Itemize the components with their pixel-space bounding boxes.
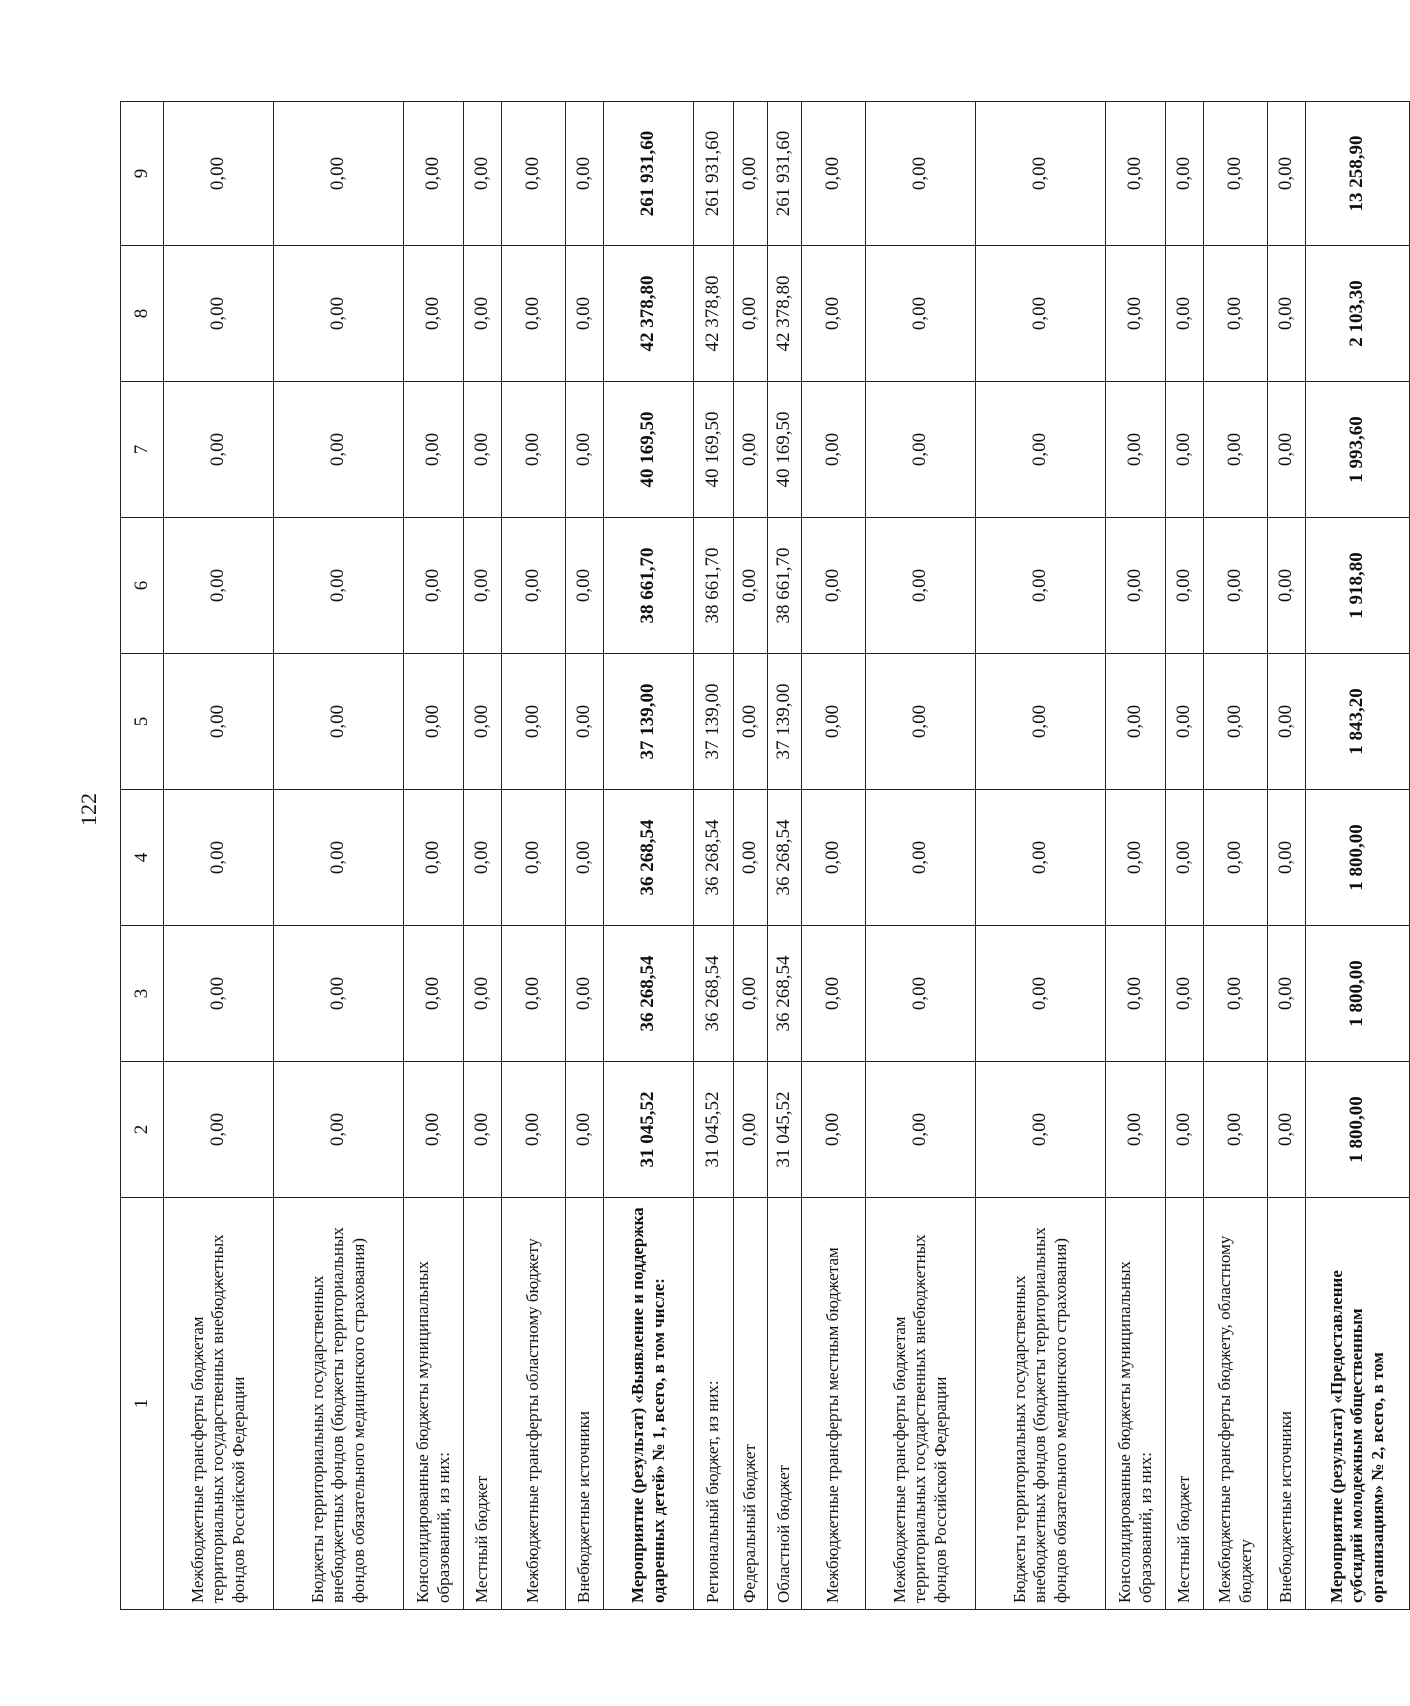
value-cell: 36 268,54 xyxy=(694,790,734,926)
value-cell: 0,00 xyxy=(404,518,464,654)
value-cell: 0,00 xyxy=(1268,654,1306,790)
row-label: Региональный бюджет, из них: xyxy=(694,1198,734,1610)
value-cell: 0,00 xyxy=(1268,246,1306,382)
value-cell: 0,00 xyxy=(566,102,604,246)
value-cell: 0,00 xyxy=(1106,382,1166,518)
row-label: Межбюджетные трансферты местным бюджетам xyxy=(802,1198,866,1610)
value-cell: 0,00 xyxy=(1204,654,1268,790)
value-cell: 0,00 xyxy=(976,1062,1106,1198)
value-cell: 0,00 xyxy=(1106,102,1166,246)
value-cell: 0,00 xyxy=(734,790,768,926)
value-cell: 0,00 xyxy=(464,382,502,518)
value-cell: 37 139,00 xyxy=(768,654,802,790)
value-cell: 0,00 xyxy=(734,102,768,246)
value-cell: 0,00 xyxy=(734,926,768,1062)
table-row xyxy=(566,102,604,1610)
row-label: Бюджеты территориальных государственных внебюджетных фондов (бюджеты территориальных фондов обязательного медицинского страхования) xyxy=(274,1198,404,1610)
table-row xyxy=(1204,102,1268,1610)
value-cell: 0,00 xyxy=(274,246,404,382)
value-cell: 0,00 xyxy=(274,102,404,246)
value-cell: 0,00 xyxy=(1106,518,1166,654)
value-cell: 0,00 xyxy=(566,1062,604,1198)
column-header-6: 6 xyxy=(121,518,164,654)
table-row xyxy=(866,102,976,1610)
value-cell: 36 268,54 xyxy=(768,926,802,1062)
value-cell: 31 045,52 xyxy=(694,1062,734,1198)
value-cell: 0,00 xyxy=(274,382,404,518)
value-cell: 0,00 xyxy=(502,102,566,246)
value-cell: 42 378,80 xyxy=(768,246,802,382)
column-header-4: 4 xyxy=(121,790,164,926)
header-row xyxy=(121,102,164,1610)
value-cell: 36 268,54 xyxy=(694,926,734,1062)
row-label: Межбюджетные трансферты бюджету, областному бюджету xyxy=(1204,1198,1268,1610)
value-cell: 0,00 xyxy=(802,518,866,654)
value-cell: 2 103,30 xyxy=(1306,246,1410,382)
value-cell: 0,00 xyxy=(1166,926,1204,1062)
row-label: Межбюджетные трансферты бюджетам территориальных государственных внебюджетных фондов Российской Федерации xyxy=(164,1198,274,1610)
value-cell: 0,00 xyxy=(734,518,768,654)
row-label: Внебюджетные источники xyxy=(1268,1198,1306,1610)
value-cell: 0,00 xyxy=(274,518,404,654)
table-row xyxy=(502,102,566,1610)
value-cell: 0,00 xyxy=(976,246,1106,382)
column-header-1: 1 xyxy=(121,1198,164,1610)
table-row xyxy=(1166,102,1204,1610)
value-cell: 0,00 xyxy=(1268,102,1306,246)
value-cell: 0,00 xyxy=(802,382,866,518)
value-cell: 40 169,50 xyxy=(694,382,734,518)
value-cell: 0,00 xyxy=(274,1062,404,1198)
value-cell: 0,00 xyxy=(866,654,976,790)
value-cell: 42 378,80 xyxy=(694,246,734,382)
value-cell: 0,00 xyxy=(1268,1062,1306,1198)
page-number: 122 xyxy=(76,793,101,826)
row-label: Межбюджетные трансферты областному бюджету xyxy=(502,1198,566,1610)
value-cell: 0,00 xyxy=(866,102,976,246)
value-cell: 0,00 xyxy=(866,382,976,518)
value-cell: 0,00 xyxy=(976,654,1106,790)
value-cell: 0,00 xyxy=(866,246,976,382)
value-cell: 0,00 xyxy=(464,790,502,926)
value-cell: 1 800,00 xyxy=(1306,790,1410,926)
value-cell: 0,00 xyxy=(464,518,502,654)
value-cell: 0,00 xyxy=(1166,102,1204,246)
column-header-5: 5 xyxy=(121,654,164,790)
row-label: Федеральный бюджет xyxy=(734,1198,768,1610)
table-row xyxy=(1306,102,1410,1610)
value-cell: 0,00 xyxy=(404,1062,464,1198)
value-cell: 0,00 xyxy=(566,246,604,382)
value-cell: 40 169,50 xyxy=(604,382,694,518)
value-cell: 40 169,50 xyxy=(768,382,802,518)
table-row xyxy=(976,102,1106,1610)
value-cell: 0,00 xyxy=(502,790,566,926)
row-label: Бюджеты территориальных государственных внебюджетных фондов (бюджеты территориальных фондов обязательного медицинского страхования) xyxy=(976,1198,1106,1610)
value-cell: 0,00 xyxy=(502,382,566,518)
row-label: Мероприятие (результат) «Предоставление субсидий молодежным общественным организациям» № 2, всего, в том xyxy=(1306,1198,1410,1610)
column-header-8: 8 xyxy=(121,246,164,382)
value-cell: 0,00 xyxy=(404,790,464,926)
value-cell: 1 800,00 xyxy=(1306,926,1410,1062)
value-cell: 0,00 xyxy=(802,102,866,246)
value-cell: 0,00 xyxy=(404,654,464,790)
value-cell: 0,00 xyxy=(464,654,502,790)
value-cell: 36 268,54 xyxy=(768,790,802,926)
value-cell: 36 268,54 xyxy=(604,790,694,926)
table-row xyxy=(802,102,866,1610)
value-cell: 0,00 xyxy=(1166,382,1204,518)
table-row xyxy=(768,102,802,1610)
column-header-9: 9 xyxy=(121,102,164,246)
value-cell: 0,00 xyxy=(866,926,976,1062)
value-cell: 0,00 xyxy=(566,790,604,926)
value-cell: 0,00 xyxy=(976,790,1106,926)
value-cell: 0,00 xyxy=(164,1062,274,1198)
value-cell: 0,00 xyxy=(404,246,464,382)
value-cell: 0,00 xyxy=(464,926,502,1062)
row-label: Внебюджетные источники xyxy=(566,1198,604,1610)
value-cell: 0,00 xyxy=(866,790,976,926)
value-cell: 0,00 xyxy=(1204,102,1268,246)
row-label: Областной бюджет xyxy=(768,1198,802,1610)
value-cell: 0,00 xyxy=(566,518,604,654)
value-cell: 261 931,60 xyxy=(768,102,802,246)
table-row xyxy=(464,102,502,1610)
value-cell: 0,00 xyxy=(1268,790,1306,926)
value-cell: 36 268,54 xyxy=(604,926,694,1062)
value-cell: 0,00 xyxy=(164,246,274,382)
value-cell: 0,00 xyxy=(404,102,464,246)
value-cell: 38 661,70 xyxy=(604,518,694,654)
value-cell: 261 931,60 xyxy=(604,102,694,246)
value-cell: 0,00 xyxy=(274,926,404,1062)
table-row xyxy=(274,102,404,1610)
value-cell: 0,00 xyxy=(734,654,768,790)
value-cell: 0,00 xyxy=(502,654,566,790)
value-cell: 31 045,52 xyxy=(604,1062,694,1198)
value-cell: 0,00 xyxy=(734,246,768,382)
value-cell: 0,00 xyxy=(866,1062,976,1198)
value-cell: 38 661,70 xyxy=(694,518,734,654)
value-cell: 0,00 xyxy=(464,246,502,382)
value-cell: 0,00 xyxy=(976,382,1106,518)
column-header-3: 3 xyxy=(121,926,164,1062)
value-cell: 0,00 xyxy=(464,1062,502,1198)
table-row xyxy=(1106,102,1166,1610)
value-cell: 0,00 xyxy=(1106,790,1166,926)
value-cell: 0,00 xyxy=(866,518,976,654)
value-cell: 0,00 xyxy=(734,382,768,518)
value-cell: 0,00 xyxy=(1204,1062,1268,1198)
value-cell: 0,00 xyxy=(1204,790,1268,926)
value-cell: 0,00 xyxy=(1268,518,1306,654)
value-cell: 0,00 xyxy=(164,926,274,1062)
value-cell: 31 045,52 xyxy=(768,1062,802,1198)
table-row xyxy=(734,102,768,1610)
value-cell: 0,00 xyxy=(734,1062,768,1198)
value-cell: 1 993,60 xyxy=(1306,382,1410,518)
value-cell: 0,00 xyxy=(1166,790,1204,926)
value-cell: 0,00 xyxy=(976,102,1106,246)
value-cell: 37 139,00 xyxy=(604,654,694,790)
value-cell: 0,00 xyxy=(1268,926,1306,1062)
value-cell: 0,00 xyxy=(502,1062,566,1198)
value-cell: 0,00 xyxy=(1204,246,1268,382)
row-label: Мероприятие (результат) «Выявление и поддержка одаренных детей» № 1, всего, в том числе: xyxy=(604,1198,694,1610)
table-row xyxy=(604,102,694,1610)
value-cell: 0,00 xyxy=(1106,1062,1166,1198)
value-cell: 0,00 xyxy=(1166,246,1204,382)
value-cell: 0,00 xyxy=(164,518,274,654)
row-label: Межбюджетные трансферты бюджетам территориальных государственных внебюджетных фондов Российской Федерации xyxy=(866,1198,976,1610)
value-cell: 0,00 xyxy=(566,926,604,1062)
row-label: Консолидированные бюджеты муниципальных образований, из них: xyxy=(1106,1198,1166,1610)
value-cell: 0,00 xyxy=(274,654,404,790)
value-cell: 0,00 xyxy=(164,654,274,790)
value-cell: 0,00 xyxy=(1166,654,1204,790)
value-cell: 0,00 xyxy=(802,654,866,790)
value-cell: 38 661,70 xyxy=(768,518,802,654)
value-cell: 0,00 xyxy=(802,1062,866,1198)
value-cell: 0,00 xyxy=(976,518,1106,654)
value-cell: 0,00 xyxy=(1106,926,1166,1062)
value-cell: 1 918,80 xyxy=(1306,518,1410,654)
value-cell: 0,00 xyxy=(1166,518,1204,654)
row-label: Местный бюджет xyxy=(464,1198,502,1610)
value-cell: 0,00 xyxy=(404,382,464,518)
value-cell: 0,00 xyxy=(802,246,866,382)
value-cell: 0,00 xyxy=(566,654,604,790)
value-cell: 261 931,60 xyxy=(694,102,734,246)
value-cell: 0,00 xyxy=(164,102,274,246)
rotated-table-container xyxy=(120,102,1387,1610)
value-cell: 0,00 xyxy=(802,926,866,1062)
row-label: Местный бюджет xyxy=(1166,1198,1204,1610)
value-cell: 0,00 xyxy=(464,102,502,246)
value-cell: 0,00 xyxy=(1204,926,1268,1062)
value-cell: 0,00 xyxy=(1106,246,1166,382)
column-header-7: 7 xyxy=(121,382,164,518)
value-cell: 1 800,00 xyxy=(1306,1062,1410,1198)
value-cell: 0,00 xyxy=(802,790,866,926)
value-cell: 0,00 xyxy=(566,382,604,518)
value-cell: 0,00 xyxy=(164,790,274,926)
table-row xyxy=(694,102,734,1610)
value-cell: 0,00 xyxy=(976,926,1106,1062)
budget-table xyxy=(120,101,1410,1610)
value-cell: 0,00 xyxy=(1204,382,1268,518)
column-header-2: 2 xyxy=(121,1062,164,1198)
value-cell: 0,00 xyxy=(274,790,404,926)
table-row xyxy=(1268,102,1306,1610)
value-cell: 0,00 xyxy=(164,382,274,518)
value-cell: 1 843,20 xyxy=(1306,654,1410,790)
value-cell: 0,00 xyxy=(502,518,566,654)
value-cell: 0,00 xyxy=(1166,1062,1204,1198)
row-label: Консолидированные бюджеты муниципальных образований, из них: xyxy=(404,1198,464,1610)
value-cell: 37 139,00 xyxy=(694,654,734,790)
value-cell: 0,00 xyxy=(1268,382,1306,518)
table-row xyxy=(164,102,274,1610)
value-cell: 42 378,80 xyxy=(604,246,694,382)
value-cell: 0,00 xyxy=(502,246,566,382)
table-row xyxy=(404,102,464,1610)
table-body xyxy=(164,102,1410,1610)
value-cell: 0,00 xyxy=(502,926,566,1062)
value-cell: 13 258,90 xyxy=(1306,102,1410,246)
value-cell: 0,00 xyxy=(404,926,464,1062)
value-cell: 0,00 xyxy=(1204,518,1268,654)
value-cell: 0,00 xyxy=(1106,654,1166,790)
